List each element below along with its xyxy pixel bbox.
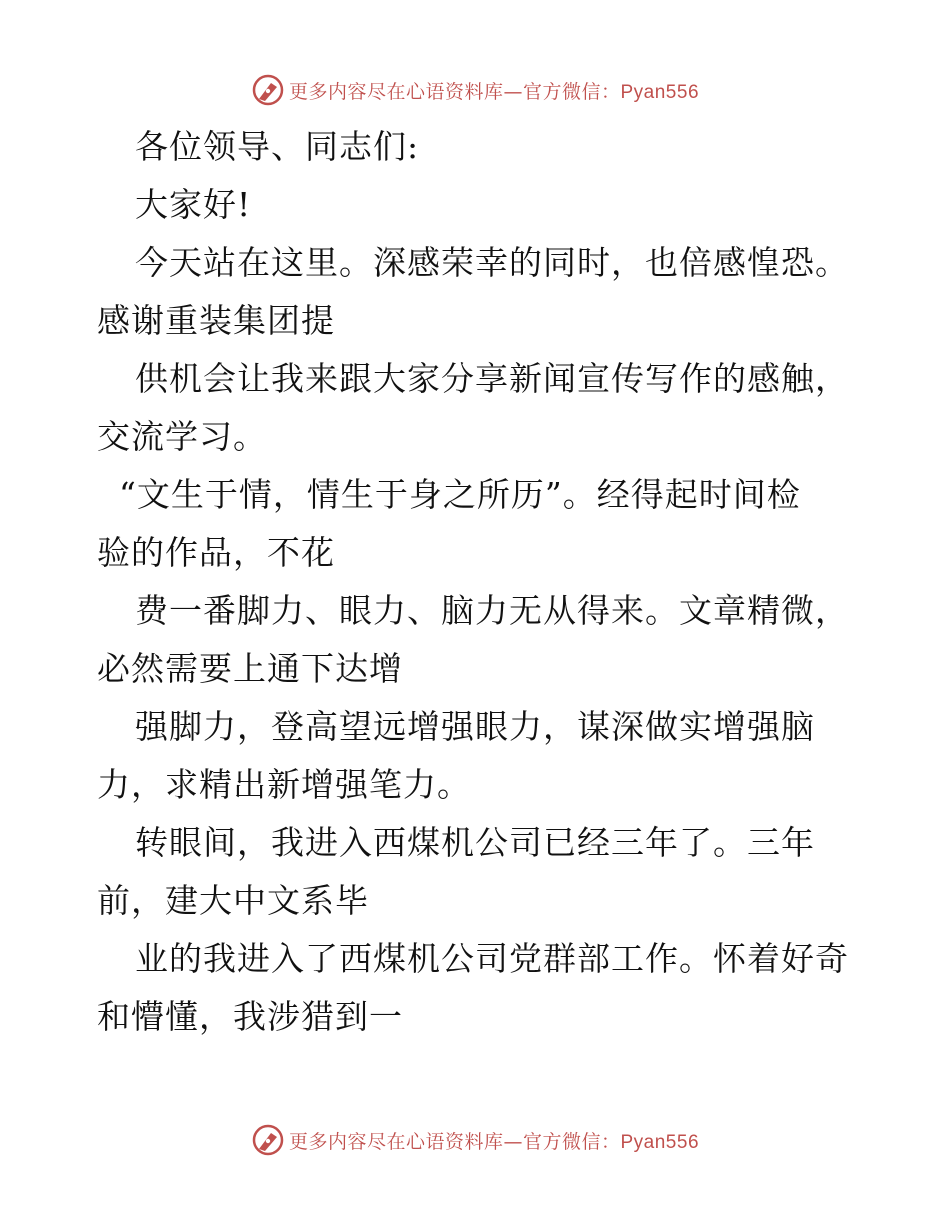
salutation: 各位领导、同志们: — [135, 127, 420, 166]
paragraph-line: 验的作品，不花 — [97, 533, 335, 572]
pen-nib-circle-icon — [251, 1123, 285, 1157]
paragraph-line: 强脚力，登高望远增强眼力，谋深做实增强脑 — [135, 707, 815, 746]
paragraph-line: 转眼间，我进入西煤机公司已经三年了。三年 — [135, 823, 815, 862]
paragraph-line: 今天站在这里。深感荣幸的同时，也倍感惶恐。 — [135, 243, 849, 282]
watermark-text: 更多内容尽在心语资料库—官方微信：Pyan556 — [288, 1130, 700, 1153]
paragraph-line: 感谢重装集团提 — [97, 301, 335, 340]
greeting: 大家好! — [135, 185, 252, 224]
paragraph-line: 供机会让我来跟大家分享新闻宣传写作的感触， — [135, 359, 849, 398]
paragraph-line: 业的我进入了西煤机公司党群部工作。怀着好奇 — [135, 939, 849, 978]
document-body — [97, 118, 867, 1046]
paragraph-line: 和懵懂，我涉猎到一 — [97, 997, 403, 1036]
paragraph-line: “文生于情，情生于身之所历”。经得起时间检 — [119, 475, 801, 514]
paragraph-line: 必然需要上通下达增 — [97, 649, 403, 688]
watermark-text: 更多内容尽在心语资料库—官方微信：Pyan556 — [288, 80, 700, 103]
paragraph-line: 前，建大中文系毕 — [97, 881, 369, 920]
footer-watermark — [0, 1120, 950, 1160]
header-watermark — [0, 70, 950, 110]
paragraph-line: 交流学习。 — [97, 417, 267, 456]
paragraph-line: 力，求精出新增强笔力。 — [97, 765, 471, 804]
paragraph-line: 费一番脚力、眼力、脑力无从得来。文章精微， — [135, 591, 849, 630]
pen-nib-circle-icon — [251, 73, 285, 107]
